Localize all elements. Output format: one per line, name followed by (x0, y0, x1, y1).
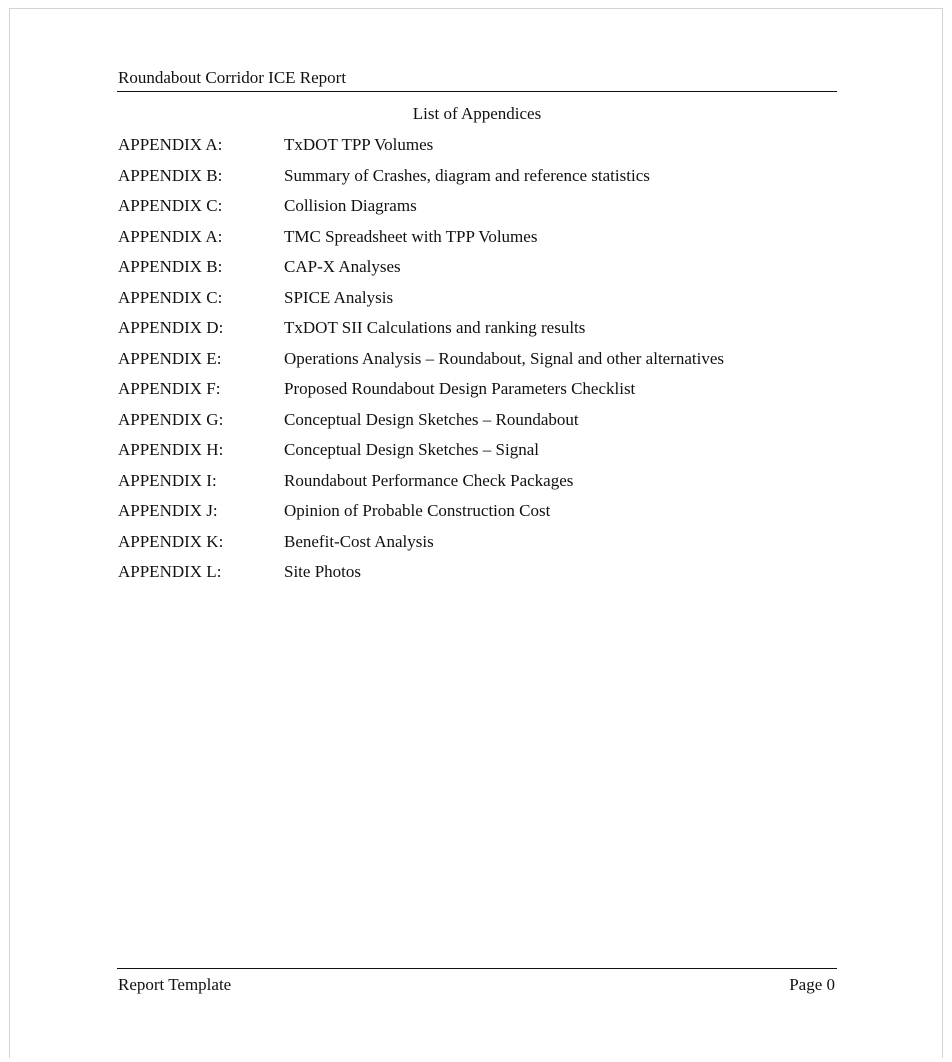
header-title: Roundabout Corridor ICE Report (118, 68, 347, 87)
footer-page-number: Page 0 (789, 975, 835, 994)
appendix-title: Site Photos (284, 562, 361, 581)
appendix-row (118, 562, 838, 593)
appendix-row (118, 410, 838, 441)
appendix-title: Proposed Roundabout Design Parameters Checklist (284, 379, 636, 398)
appendix-code: APPENDIX G: (118, 409, 224, 429)
appendix-title: SPICE Analysis (284, 287, 394, 307)
appendix-code: APPENDIX K: (118, 531, 224, 551)
appendix-code: APPENDIX C: (118, 196, 223, 215)
appendix-code: APPENDIX C: (118, 287, 223, 307)
appendix-code: APPENDIX D: (118, 318, 224, 337)
appendix-code: APPENDIX B: (118, 257, 223, 276)
appendix-row (118, 471, 838, 502)
appendix-code: APPENDIX L: (118, 562, 222, 581)
appendix-title: TxDOT SII Calculations and ranking results (284, 318, 586, 337)
appendix-title: CAP-X Analyses (284, 257, 401, 276)
appendix-row (118, 196, 838, 227)
appendix-row (118, 501, 838, 532)
appendix-row (118, 288, 838, 319)
appendix-row (118, 532, 838, 563)
appendix-row (118, 166, 838, 197)
appendix-title: Summary of Crashes, diagram and reference statistics (284, 165, 650, 185)
appendix-code: APPENDIX E: (118, 348, 222, 368)
appendix-row (118, 379, 838, 410)
appendix-row (118, 440, 838, 471)
list-of-appendices-title: List of Appendices (412, 104, 542, 123)
appendix-title: Opinion of Probable Construction Cost (284, 501, 551, 520)
appendix-code: APPENDIX I: (118, 470, 217, 490)
appendix-title: Conceptual Design Sketches – Roundabout (284, 409, 579, 429)
appendix-code: APPENDIX J: (118, 501, 218, 520)
appendix-title: Roundabout Performance Check Packages (284, 470, 574, 490)
appendix-row (118, 257, 838, 288)
header-divider (117, 91, 837, 92)
appendix-row (118, 135, 838, 166)
footer-template-label: Report Template (118, 975, 232, 994)
appendix-code: APPENDIX B: (118, 165, 223, 185)
appendix-title: TMC Spreadsheet with TPP Volumes (284, 226, 538, 246)
footer-divider (117, 968, 837, 969)
appendix-list (118, 135, 838, 593)
appendix-title: Benefit-Cost Analysis (284, 531, 434, 551)
appendix-code: APPENDIX A: (118, 135, 223, 154)
appendix-row (118, 349, 838, 380)
appendix-code: APPENDIX F: (118, 379, 221, 398)
appendix-title: Conceptual Design Sketches – Signal (284, 440, 539, 459)
appendix-title: Operations Analysis – Roundabout, Signal and other alternatives (284, 348, 725, 368)
appendix-title: TxDOT TPP Volumes (284, 135, 434, 154)
appendix-row (118, 318, 838, 349)
appendix-title: Collision Diagrams (284, 196, 417, 215)
appendix-code: APPENDIX H: (118, 440, 224, 459)
appendix-code: APPENDIX A: (118, 226, 223, 246)
appendix-row (118, 227, 838, 258)
